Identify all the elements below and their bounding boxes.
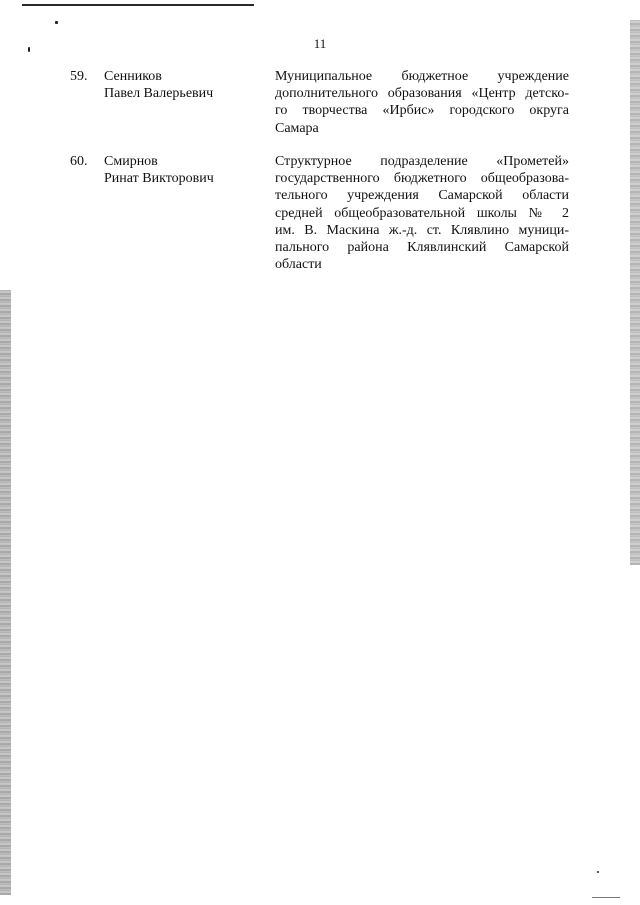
organization-line: области — [275, 257, 322, 273]
person-name — [104, 153, 274, 187]
entry-number: 60. — [70, 154, 88, 169]
person-given-names: Павел Валерьевич — [104, 86, 214, 102]
organization-line: средней общеобразовательной школы № 2 — [275, 205, 569, 221]
organization-line: го творчества «Ирбис» городского округа — [275, 103, 569, 119]
scan-top-rule — [22, 4, 254, 6]
organization-line: пального района Клявлинский Самарской — [275, 240, 569, 256]
scan-speck — [597, 871, 599, 873]
organization-line: государственного бюджетного общеобразова- — [275, 171, 569, 187]
page-number: 11 — [313, 36, 327, 51]
person-surname: Сенников — [104, 69, 162, 84]
organization-line: Муниципальное бюджетное учреждение — [275, 69, 569, 84]
organization-line: им. В. Маскина ж.-д. ст. Клявлино муници- — [275, 222, 569, 238]
person-surname: Смирнов — [104, 154, 158, 169]
person-name — [104, 68, 274, 102]
organization-line: Структурное подразделение «Прометей» — [275, 154, 569, 169]
scan-bottom-mark — [592, 897, 620, 898]
organization-name — [275, 153, 569, 273]
scan-left-edge — [0, 290, 11, 895]
scan-speck — [55, 21, 58, 24]
organization-line: тельного учреждения Самарской области — [275, 188, 569, 204]
person-given-names: Ринат Викторович — [104, 171, 214, 187]
organization-line: дополнительного образования «Центр детско- — [275, 86, 569, 102]
organization-line: Самара — [275, 120, 319, 136]
scan-right-edge — [630, 20, 640, 565]
organization-name — [275, 68, 569, 137]
entry-number: 59. — [70, 69, 88, 84]
